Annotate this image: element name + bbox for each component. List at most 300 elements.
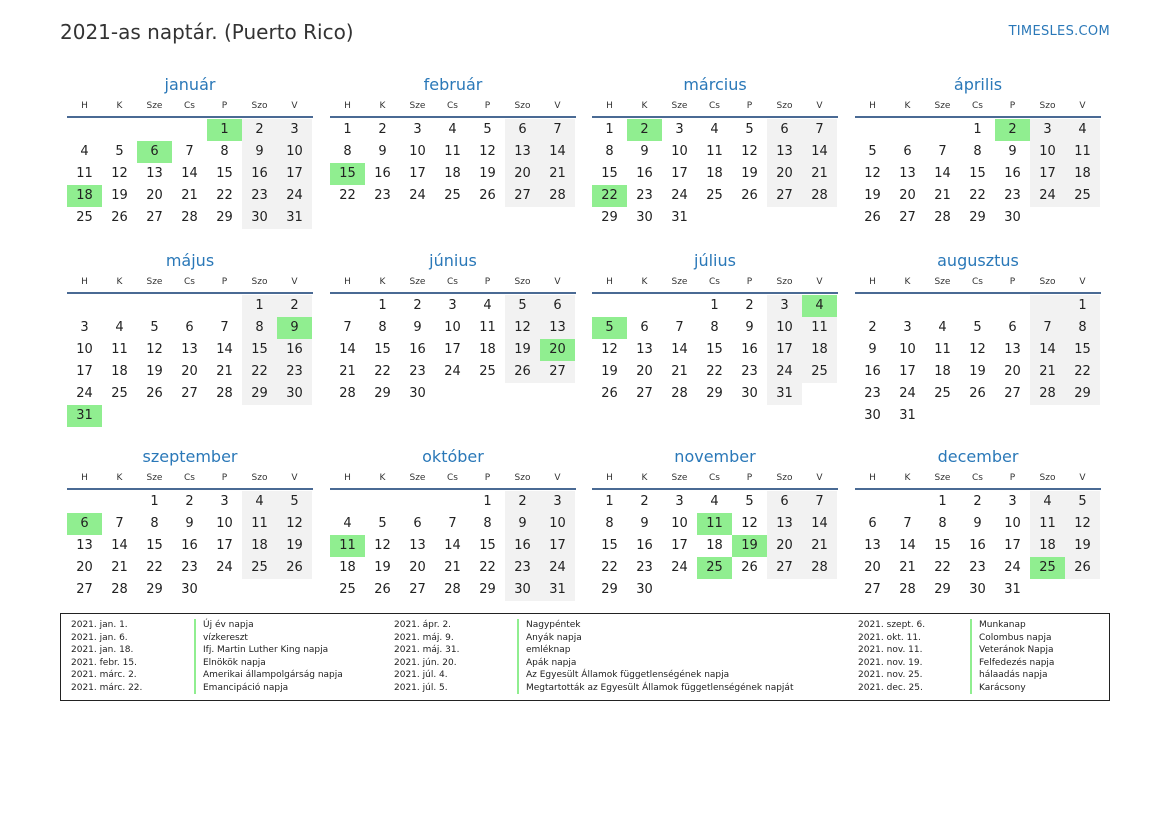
holiday-date: 2021. nov. 19. xyxy=(858,657,923,668)
holiday-day-cell: 6 xyxy=(67,513,102,535)
week-row xyxy=(67,361,313,383)
day-cell: 29 xyxy=(242,383,277,405)
day-cell: 11 xyxy=(706,144,723,159)
day-cell: 14 xyxy=(216,342,233,357)
day-cell: 3 xyxy=(413,122,422,137)
holiday-date: 2021. nov. 11. xyxy=(858,645,923,655)
day-cell: 26 xyxy=(601,386,618,401)
empty-cell xyxy=(995,405,1030,427)
day-cell: 2 xyxy=(242,119,277,141)
week-row xyxy=(855,207,1101,229)
day-cell: 22 xyxy=(374,364,391,379)
day-cell: 15 xyxy=(1065,339,1100,361)
holiday-name: Colombus napja xyxy=(970,632,1051,645)
day-cell: 20 xyxy=(76,560,93,575)
day-cell: 17 xyxy=(1004,538,1021,553)
day-cell: 16 xyxy=(277,339,312,361)
week-row xyxy=(330,361,576,383)
day-cell: 30 xyxy=(277,383,312,405)
month-name: július xyxy=(694,251,736,270)
day-cell: 17 xyxy=(409,166,426,181)
day-cell: 16 xyxy=(864,364,881,379)
weekday-label: Cs xyxy=(972,101,983,111)
day-cell: 24 xyxy=(540,557,575,579)
day-cell: 2 xyxy=(185,494,194,509)
day-cell: 7 xyxy=(938,144,947,159)
month-name: október xyxy=(422,447,484,466)
day-cell: 30 xyxy=(741,386,758,401)
day-cell: 10 xyxy=(671,144,688,159)
week-row xyxy=(67,535,313,557)
day-cell: 21 xyxy=(671,364,688,379)
holiday-day-cell: 1 xyxy=(207,119,242,141)
weekday-label: Szo xyxy=(251,101,268,111)
day-cell: 26 xyxy=(277,557,312,579)
empty-cell xyxy=(855,491,890,513)
holiday-day-cell: 4 xyxy=(802,295,837,317)
empty-cell xyxy=(767,207,802,229)
weekday-label: H xyxy=(869,277,876,287)
day-cell: 28 xyxy=(339,386,356,401)
day-cell: 16 xyxy=(505,535,540,557)
day-cell: 24 xyxy=(76,386,93,401)
day-cell: 25 xyxy=(111,386,128,401)
day-cell: 20 xyxy=(146,188,163,203)
day-cell: 30 xyxy=(242,207,277,229)
day-cell: 25 xyxy=(444,188,461,203)
day-cell: 5 xyxy=(868,144,877,159)
day-cell: 23 xyxy=(969,560,986,575)
week-row xyxy=(592,557,838,579)
day-cell: 1 xyxy=(150,494,159,509)
page-title: 2021-as naptár. (Puerto Rico) xyxy=(60,20,354,44)
day-cell: 16 xyxy=(741,342,758,357)
day-cell: 24 xyxy=(671,188,688,203)
day-cell: 21 xyxy=(934,188,951,203)
weekday-label: V xyxy=(816,473,823,483)
month-március xyxy=(592,74,838,229)
day-cell: 14 xyxy=(181,166,198,181)
week-row xyxy=(330,383,576,405)
empty-cell xyxy=(855,295,890,317)
day-cell: 11 xyxy=(76,166,93,181)
week-row xyxy=(855,339,1101,361)
weekday-label: Sze xyxy=(934,101,951,111)
weekday-label: K xyxy=(641,473,648,483)
day-cell: 17 xyxy=(277,163,312,185)
week-row xyxy=(592,361,838,383)
day-cell: 31 xyxy=(671,210,688,225)
weekday-label: Sze xyxy=(671,473,688,483)
holiday-date: 2021. júl. 5. xyxy=(394,682,448,693)
holiday-name: Megtartották az Egyesült Államok függetlenségének napját xyxy=(517,682,793,695)
day-cell: 27 xyxy=(864,582,881,597)
weekday-label: Szo xyxy=(776,101,793,111)
weekday-label: Szo xyxy=(776,473,793,483)
week-row xyxy=(67,141,313,163)
weekday-label: H xyxy=(606,473,613,483)
day-cell: 26 xyxy=(374,582,391,597)
day-cell: 10 xyxy=(1004,516,1021,531)
day-cell: 14 xyxy=(802,141,837,163)
holiday-entry xyxy=(61,669,1101,682)
site-logo-link[interactable]: TIMESLES.COM xyxy=(1008,24,1110,39)
empty-cell xyxy=(960,295,995,317)
empty-cell xyxy=(1030,295,1065,317)
day-cell: 7 xyxy=(115,516,124,531)
day-cell: 3 xyxy=(675,494,684,509)
day-cell: 10 xyxy=(767,317,802,339)
week-row xyxy=(855,317,1101,339)
day-cell: 9 xyxy=(640,144,649,159)
day-cell: 22 xyxy=(706,364,723,379)
day-cell: 11 xyxy=(802,317,837,339)
day-cell: 23 xyxy=(409,364,426,379)
weekday-label: K xyxy=(379,473,386,483)
day-cell: 24 xyxy=(899,386,916,401)
holiday-date: 2021. jan. 6. xyxy=(71,632,128,643)
weekday-label: V xyxy=(554,473,561,483)
empty-cell xyxy=(172,295,207,317)
weekday-label: H xyxy=(606,101,613,111)
holiday-name: Anyák napja xyxy=(517,632,582,645)
day-cell: 23 xyxy=(277,361,312,383)
empty-cell xyxy=(995,295,1030,317)
weekday-label: H xyxy=(869,473,876,483)
weekday-label: Sze xyxy=(409,101,426,111)
weekday-label: Sze xyxy=(146,277,163,287)
day-cell: 30 xyxy=(409,386,426,401)
day-cell: 16 xyxy=(1004,166,1021,181)
day-cell: 18 xyxy=(111,364,128,379)
day-cell: 28 xyxy=(181,210,198,225)
day-cell: 24 xyxy=(277,185,312,207)
day-cell: 18 xyxy=(444,166,461,181)
day-cell: 4 xyxy=(483,298,492,313)
empty-cell xyxy=(1065,579,1100,601)
day-cell: 7 xyxy=(802,491,837,513)
day-cell: 28 xyxy=(111,582,128,597)
day-cell: 29 xyxy=(706,386,723,401)
empty-cell xyxy=(1030,405,1065,427)
day-cell: 27 xyxy=(767,185,802,207)
day-cell: 8 xyxy=(343,144,352,159)
day-cell: 5 xyxy=(973,320,982,335)
day-cell: 10 xyxy=(671,516,688,531)
holiday-date: 2021. jan. 18. xyxy=(71,645,134,655)
day-cell: 7 xyxy=(220,320,229,335)
day-cell: 19 xyxy=(601,364,618,379)
empty-cell xyxy=(925,405,960,427)
day-cell: 12 xyxy=(864,166,881,181)
empty-cell xyxy=(207,295,242,317)
day-cell: 1 xyxy=(1065,295,1100,317)
empty-cell xyxy=(662,295,697,317)
day-cell: 14 xyxy=(1030,339,1065,361)
day-cell: 29 xyxy=(479,582,496,597)
day-cell: 14 xyxy=(934,166,951,181)
day-cell: 20 xyxy=(636,364,653,379)
holiday-name: Nagypéntek xyxy=(517,619,581,632)
week-row xyxy=(592,185,838,207)
holiday-name: Munkanap xyxy=(970,619,1026,632)
weekday-header xyxy=(330,272,576,294)
day-cell: 13 xyxy=(767,513,802,535)
weekday-label: Sze xyxy=(671,101,688,111)
day-cell: 13 xyxy=(899,166,916,181)
weekday-label: Szo xyxy=(1039,473,1056,483)
day-cell: 20 xyxy=(181,364,198,379)
week-row xyxy=(330,317,576,339)
holiday-date: 2021. máj. 31. xyxy=(394,645,460,655)
weekday-label: Cs xyxy=(972,473,983,483)
week-row xyxy=(67,383,313,405)
weekday-label: Szo xyxy=(514,101,531,111)
day-cell: 5 xyxy=(483,122,492,137)
day-cell: 25 xyxy=(1065,185,1100,207)
day-cell: 3 xyxy=(1008,494,1017,509)
holiday-column xyxy=(61,619,1101,694)
holiday-day-cell: 9 xyxy=(277,317,312,339)
day-cell: 23 xyxy=(864,386,881,401)
day-cell: 6 xyxy=(505,119,540,141)
week-row xyxy=(592,119,838,141)
day-cell: 17 xyxy=(899,364,916,379)
day-cell: 15 xyxy=(706,342,723,357)
month-name: november xyxy=(674,447,756,466)
day-cell: 25 xyxy=(802,361,837,383)
weekday-label: Cs xyxy=(709,101,720,111)
day-cell: 8 xyxy=(1065,317,1100,339)
empty-cell xyxy=(1030,579,1065,601)
holiday-name: Elnökök napja xyxy=(194,657,266,670)
empty-cell xyxy=(277,405,312,427)
empty-cell xyxy=(802,207,837,229)
day-cell: 27 xyxy=(146,210,163,225)
day-cell: 16 xyxy=(242,163,277,185)
week-row xyxy=(330,141,576,163)
day-cell: 20 xyxy=(505,163,540,185)
weekday-label: V xyxy=(291,101,298,111)
weekday-label: V xyxy=(816,101,823,111)
holiday-name: Emancipáció napja xyxy=(194,682,288,695)
day-cell: 19 xyxy=(505,339,540,361)
weekday-header xyxy=(330,468,576,490)
day-cell: 26 xyxy=(969,386,986,401)
day-cell: 29 xyxy=(374,386,391,401)
weekday-label: Cs xyxy=(184,473,195,483)
empty-cell xyxy=(732,207,767,229)
week-row xyxy=(855,557,1101,579)
empty-cell xyxy=(67,491,102,513)
weekday-label: V xyxy=(1079,277,1086,287)
weekday-label: Cs xyxy=(184,277,195,287)
day-cell: 21 xyxy=(1030,361,1065,383)
day-cell: 21 xyxy=(216,364,233,379)
day-cell: 18 xyxy=(242,535,277,557)
empty-cell xyxy=(102,405,137,427)
day-cell: 26 xyxy=(1065,557,1100,579)
day-cell: 12 xyxy=(505,317,540,339)
week-row xyxy=(855,383,1101,405)
week-row xyxy=(67,163,313,185)
month-name: augusztus xyxy=(937,251,1019,270)
holiday-day-cell: 31 xyxy=(67,405,102,427)
day-cell: 6 xyxy=(1008,320,1017,335)
day-cell: 18 xyxy=(479,342,496,357)
day-cell: 5 xyxy=(378,516,387,531)
month-szeptember xyxy=(67,446,313,601)
day-cell: 8 xyxy=(242,317,277,339)
day-cell: 25 xyxy=(479,364,496,379)
day-cell: 26 xyxy=(741,560,758,575)
day-cell: 21 xyxy=(802,535,837,557)
day-cell: 15 xyxy=(374,342,391,357)
weekday-label: Sze xyxy=(934,473,951,483)
day-cell: 26 xyxy=(111,210,128,225)
day-cell: 17 xyxy=(216,538,233,553)
day-cell: 23 xyxy=(636,188,653,203)
day-cell: 18 xyxy=(706,166,723,181)
empty-cell xyxy=(365,491,400,513)
day-cell: 27 xyxy=(540,361,575,383)
day-cell: 8 xyxy=(605,144,614,159)
empty-cell xyxy=(1065,405,1100,427)
empty-cell xyxy=(67,119,102,141)
weekday-label: P xyxy=(221,101,228,111)
month-name: szeptember xyxy=(142,447,238,466)
weekday-label: V xyxy=(1079,101,1086,111)
day-cell: 24 xyxy=(444,364,461,379)
day-cell: 22 xyxy=(601,560,618,575)
empty-cell xyxy=(662,579,697,601)
weekday-label: V xyxy=(291,277,298,287)
week-row xyxy=(67,295,313,317)
weekday-label: Cs xyxy=(447,277,458,287)
day-cell: 27 xyxy=(181,386,198,401)
day-cell: 7 xyxy=(448,516,457,531)
day-cell: 24 xyxy=(1030,185,1065,207)
day-cell: 20 xyxy=(864,560,881,575)
month-name: február xyxy=(423,75,483,94)
week-row xyxy=(855,361,1101,383)
day-cell: 1 xyxy=(973,122,982,137)
day-cell: 19 xyxy=(1065,535,1100,557)
weekday-header xyxy=(855,96,1101,118)
week-row xyxy=(855,119,1101,141)
holiday-name: emléknap xyxy=(517,644,571,657)
day-cell: 16 xyxy=(636,166,653,181)
day-cell: 11 xyxy=(111,342,128,357)
day-cell: 12 xyxy=(601,342,618,357)
weekday-label: K xyxy=(379,277,386,287)
weekday-header xyxy=(67,272,313,294)
day-cell: 6 xyxy=(767,119,802,141)
empty-cell xyxy=(172,405,207,427)
day-cell: 11 xyxy=(444,144,461,159)
day-cell: 7 xyxy=(540,119,575,141)
weekday-label: V xyxy=(1079,473,1086,483)
day-cell: 27 xyxy=(899,210,916,225)
week-row xyxy=(67,557,313,579)
week-row xyxy=(67,185,313,207)
empty-cell xyxy=(802,579,837,601)
day-cell: 19 xyxy=(111,188,128,203)
empty-cell xyxy=(67,295,102,317)
weekday-label: Szo xyxy=(776,277,793,287)
weekday-label: Sze xyxy=(146,101,163,111)
day-cell: 27 xyxy=(767,557,802,579)
holiday-date: 2021. febr. 15. xyxy=(71,657,137,668)
day-cell: 1 xyxy=(378,298,387,313)
weekday-label: P xyxy=(221,473,228,483)
day-cell: 29 xyxy=(216,210,233,225)
day-cell: 8 xyxy=(973,144,982,159)
week-row xyxy=(855,141,1101,163)
day-cell: 9 xyxy=(413,320,422,335)
day-cell: 22 xyxy=(339,188,356,203)
day-cell: 31 xyxy=(277,207,312,229)
day-cell: 28 xyxy=(216,386,233,401)
day-cell: 26 xyxy=(146,386,163,401)
day-cell: 13 xyxy=(767,141,802,163)
empty-cell xyxy=(592,295,627,317)
weekday-label: Cs xyxy=(709,473,720,483)
day-cell: 21 xyxy=(899,560,916,575)
weekday-label: Szo xyxy=(251,277,268,287)
holiday-name: Apák napja xyxy=(517,657,576,670)
empty-cell xyxy=(925,119,960,141)
day-cell: 15 xyxy=(601,166,618,181)
day-cell: 9 xyxy=(973,516,982,531)
empty-cell xyxy=(1065,207,1100,229)
day-cell: 8 xyxy=(605,516,614,531)
day-cell: 14 xyxy=(540,141,575,163)
empty-cell xyxy=(697,579,732,601)
holiday-date: 2021. jan. 1. xyxy=(71,620,128,630)
day-cell: 7 xyxy=(1030,317,1065,339)
weekday-label: H xyxy=(81,101,88,111)
day-cell: 25 xyxy=(706,188,723,203)
weekday-header xyxy=(592,468,838,490)
day-cell: 9 xyxy=(640,516,649,531)
day-cell: 5 xyxy=(150,320,159,335)
weekday-label: Sze xyxy=(409,277,426,287)
day-cell: 27 xyxy=(636,386,653,401)
day-cell: 19 xyxy=(146,364,163,379)
day-cell: 5 xyxy=(505,295,540,317)
holiday-day-cell: 18 xyxy=(67,185,102,207)
week-row xyxy=(592,207,838,229)
weekday-label: Szo xyxy=(514,277,531,287)
week-row xyxy=(592,535,838,557)
day-cell: 22 xyxy=(1065,361,1100,383)
week-row xyxy=(330,579,576,601)
week-row xyxy=(67,339,313,361)
week-row xyxy=(855,535,1101,557)
empty-cell xyxy=(767,579,802,601)
holiday-date: 2021. szept. 6. xyxy=(858,620,926,630)
weekday-header xyxy=(855,272,1101,294)
day-cell: 4 xyxy=(448,122,457,137)
day-cell: 7 xyxy=(903,516,912,531)
day-cell: 5 xyxy=(277,491,312,513)
day-cell: 6 xyxy=(868,516,877,531)
day-cell: 17 xyxy=(540,535,575,557)
day-cell: 9 xyxy=(378,144,387,159)
day-cell: 24 xyxy=(409,188,426,203)
empty-cell xyxy=(732,579,767,601)
